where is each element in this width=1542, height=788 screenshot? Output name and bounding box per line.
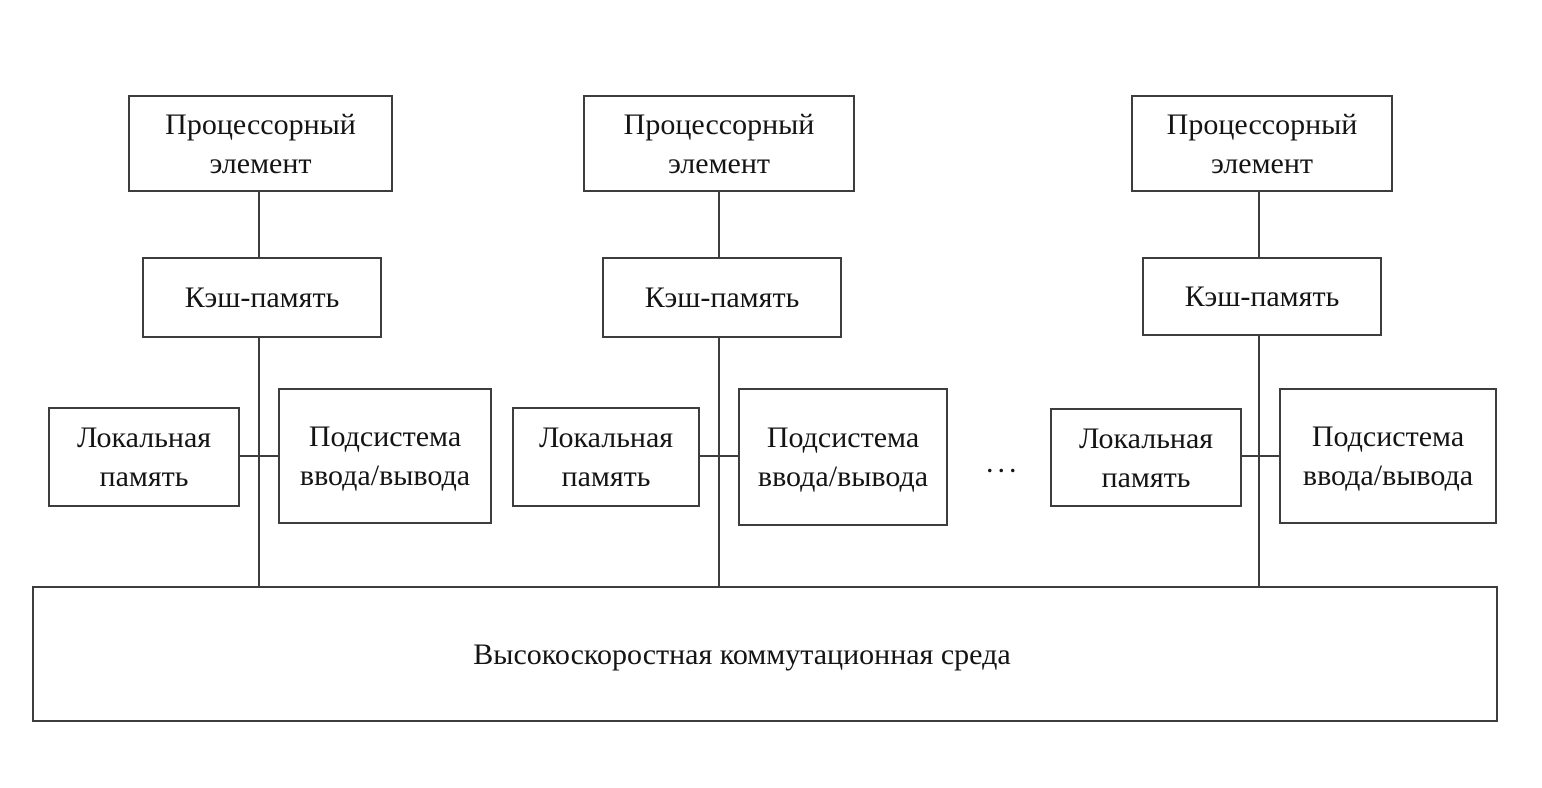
io-subsystem-label: Подсистема ввода/вывода	[299, 420, 471, 492]
cache-memory-label: Кэш-память	[1184, 280, 1340, 313]
local-memory-label: Локальная память	[1078, 421, 1214, 494]
io-subsystem-label: Подсистема ввода/вывода	[757, 421, 929, 493]
local-memory-box	[1050, 408, 1242, 507]
connector-line-cache-bus	[1258, 336, 1260, 586]
connector-line-cache-bus	[258, 338, 260, 586]
io-subsystem-box	[1279, 388, 1497, 524]
processor-element-box	[583, 95, 855, 192]
processor-element-box	[128, 95, 393, 192]
io-subsystem-box	[738, 388, 948, 526]
connector-line-cache-bus	[718, 338, 720, 586]
connector-line-processor-cache	[258, 192, 260, 257]
switching-medium-bus-box	[32, 586, 1498, 722]
processor-element-label: Процессорный элемент	[1166, 107, 1358, 180]
processor-element-label: Процессорный элемент	[623, 107, 815, 180]
connector-line-local-io	[240, 455, 278, 457]
local-memory-label: Локальная память	[538, 421, 674, 493]
connector-line-local-io	[1242, 455, 1279, 457]
processor-element-box	[1131, 95, 1393, 192]
cache-memory-label: Кэш-память	[644, 281, 800, 314]
continuation-ellipsis: ...	[986, 446, 1021, 479]
io-subsystem-label: Подсистема ввода/вывода	[1302, 420, 1474, 492]
cache-memory-box	[1142, 257, 1382, 336]
switching-medium-bus-label: Высокоскоростная коммутационная среда	[473, 637, 1011, 671]
processor-element-label: Процессорный элемент	[165, 107, 356, 180]
cache-memory-box	[142, 257, 382, 338]
io-subsystem-box	[278, 388, 492, 524]
cache-memory-box	[602, 257, 842, 338]
cache-memory-label: Кэш-память	[184, 281, 340, 314]
connector-line-local-io	[700, 455, 738, 457]
connector-line-processor-cache	[1258, 192, 1260, 257]
local-memory-label: Локальная память	[76, 421, 212, 493]
local-memory-box	[48, 407, 240, 507]
local-memory-box	[512, 407, 700, 507]
connector-line-processor-cache	[718, 192, 720, 257]
